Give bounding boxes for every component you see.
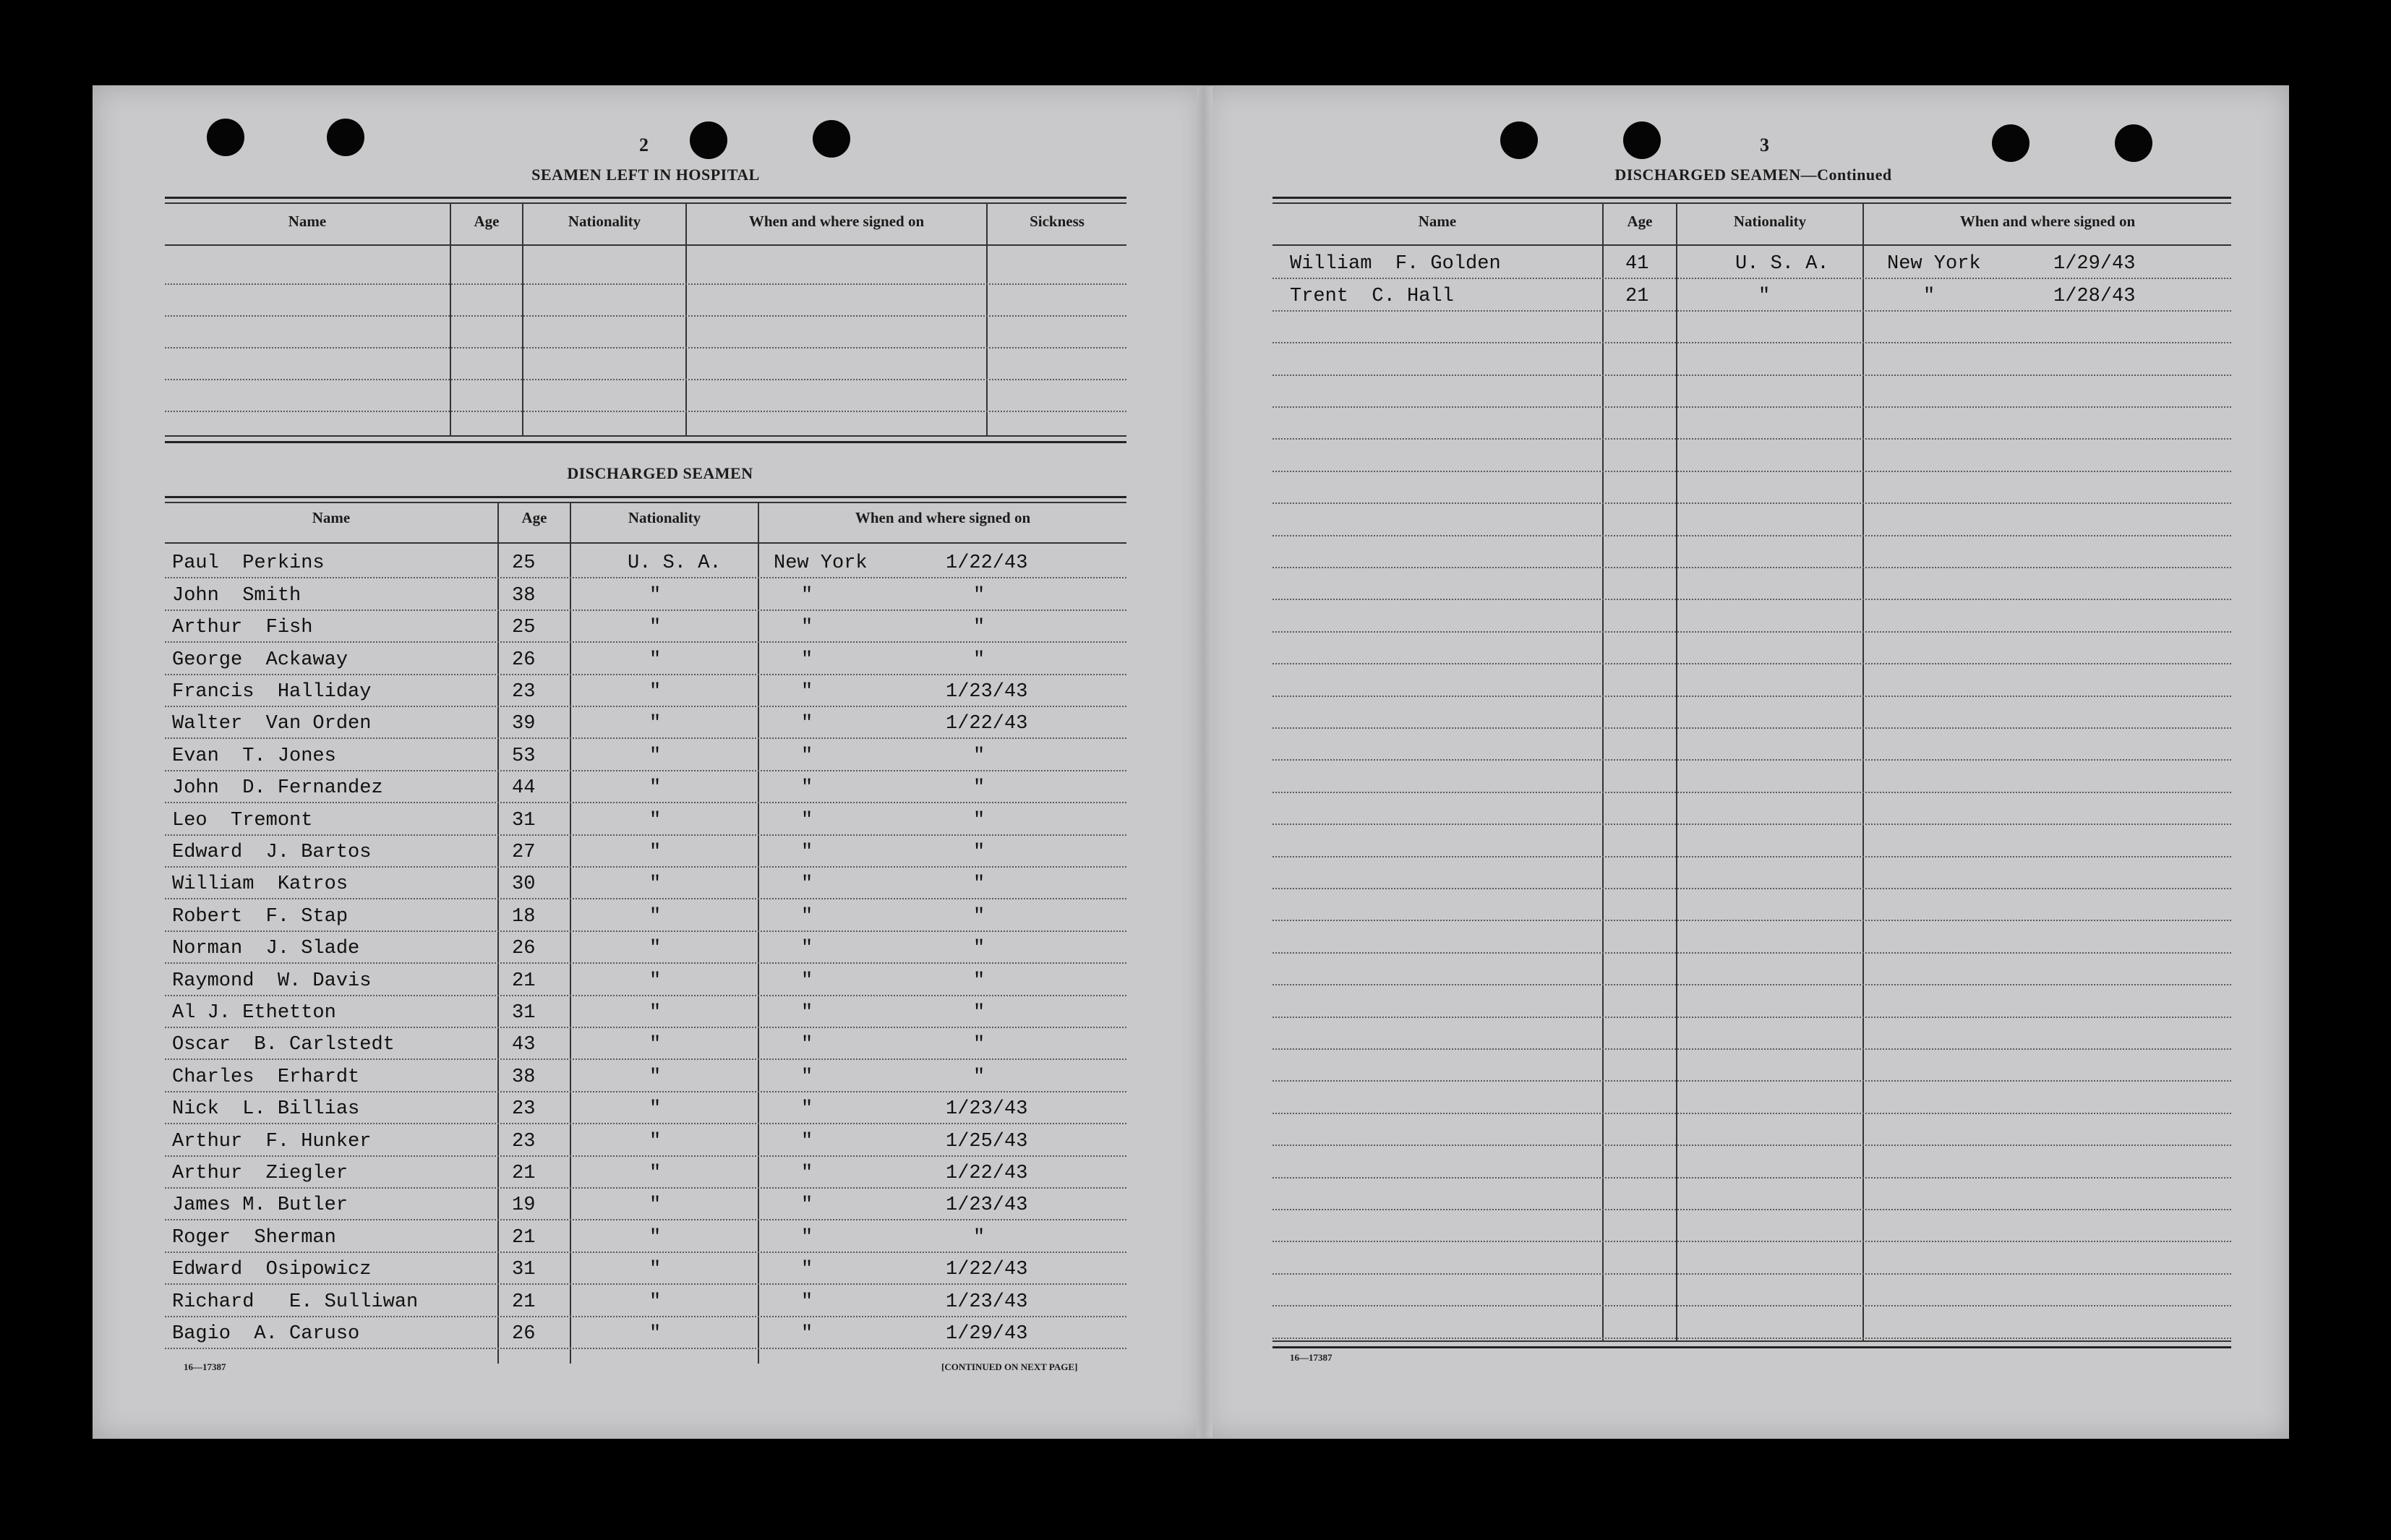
punch-hole	[2115, 124, 2152, 162]
table-row	[1273, 246, 2231, 279]
table-row	[165, 931, 1126, 964]
signed-on-place: "	[801, 1291, 813, 1313]
seaman-age: 21	[512, 1291, 536, 1313]
blank-row	[1273, 663, 2231, 696]
seaman-age: 21	[512, 970, 536, 992]
seaman-age: 25	[512, 552, 536, 575]
seaman-name: Bagio A. Caruso	[172, 1322, 360, 1345]
seaman-name: Arthur F. Hunker	[172, 1130, 372, 1152]
signed-on-date: "	[973, 617, 985, 639]
seaman-nationality: "	[649, 1098, 662, 1121]
seaman-age: 38	[512, 1066, 536, 1088]
form-number-left: 16—17387	[184, 1361, 226, 1372]
signed-on-place: "	[801, 1098, 813, 1121]
form-number-right: 16—17387	[1290, 1352, 1333, 1363]
seaman-name: Nick L. Billias	[172, 1098, 360, 1121]
signed-on-place: "	[801, 873, 813, 896]
signed-on-date: "	[973, 970, 985, 992]
punch-hole	[690, 121, 727, 159]
seaman-name: Arthur Ziegler	[172, 1162, 348, 1184]
page-number-left: 2	[639, 134, 649, 155]
signed-on-place: "	[801, 938, 813, 960]
seaman-nationality: "	[649, 1194, 662, 1217]
signed-on-date: "	[973, 1066, 985, 1088]
seaman-nationality: "	[649, 745, 662, 767]
discharged-table	[165, 489, 1126, 1356]
table-row	[165, 545, 1126, 578]
hospital-row	[165, 283, 1126, 317]
table-row	[165, 1187, 1126, 1220]
blank-row	[1273, 1241, 2231, 1274]
punch-hole	[1623, 121, 1661, 159]
seaman-age: 43	[512, 1034, 536, 1056]
seaman-nationality: "	[649, 1259, 662, 1281]
blank-row	[1273, 471, 2231, 504]
seaman-nationality: "	[649, 1034, 662, 1056]
blank-row	[1273, 567, 2231, 600]
signed-on-date: 1/23/43	[946, 680, 1028, 703]
blank-row	[1273, 535, 2231, 568]
signed-on-place: New York	[1887, 253, 1981, 275]
seaman-nationality: U. S. A.	[1735, 253, 1829, 275]
table-row	[165, 962, 1126, 996]
table-row	[165, 995, 1126, 1028]
seaman-nationality: "	[649, 1226, 662, 1249]
signed-on-date: 1/29/43	[2053, 253, 2136, 275]
seaman-name: Edward Osipowicz	[172, 1259, 372, 1281]
blank-row	[1273, 599, 2231, 632]
page-fold	[1197, 87, 1212, 1437]
discharged-header-name: Name	[312, 509, 351, 526]
seaman-nationality: "	[649, 1066, 662, 1088]
table-row	[165, 674, 1126, 707]
seaman-nationality: "	[649, 777, 662, 800]
signed-on-date: 1/23/43	[946, 1098, 1028, 1121]
discharged-title: DISCHARGED SEAMEN	[567, 464, 753, 482]
table-row	[165, 770, 1126, 803]
signed-on-place: "	[801, 1322, 813, 1345]
signed-on-date: "	[973, 873, 985, 896]
signed-on-date: "	[973, 938, 985, 960]
blank-row	[1273, 1017, 2231, 1050]
discharged-continued-title	[1554, 166, 1952, 184]
seaman-nationality: "	[649, 1001, 662, 1024]
signed-on-place: "	[801, 1226, 813, 1249]
seaman-name: William Katros	[172, 873, 348, 896]
blank-row	[1273, 1305, 2231, 1338]
continued-header-nationality: Nationality	[1733, 213, 1807, 230]
discharged-continued-table	[1273, 189, 2231, 1346]
signed-on-place: "	[801, 617, 813, 639]
blank-row	[1273, 984, 2231, 1017]
seaman-name: Oscar B. Carlstedt	[172, 1034, 395, 1056]
seaman-name: Norman J. Slade	[172, 938, 360, 960]
signed-on-date: 1/22/43	[946, 552, 1028, 575]
signed-on-place: New York	[774, 552, 868, 575]
punch-hole	[1992, 124, 2029, 162]
seaman-age: 23	[512, 680, 536, 703]
blank-row	[1273, 952, 2231, 985]
signed-on-date: "	[973, 1034, 985, 1056]
signed-on-place: "	[801, 1259, 813, 1281]
hospital-row	[165, 379, 1126, 412]
signed-on-place: "	[801, 680, 813, 703]
signed-on-place: "	[801, 1001, 813, 1024]
table-row	[165, 802, 1126, 835]
seaman-name: George Ackaway	[172, 649, 348, 671]
seaman-age: 21	[512, 1226, 536, 1249]
table-row	[165, 834, 1126, 868]
table-row	[165, 737, 1126, 771]
seaman-age: 31	[512, 1259, 536, 1281]
seaman-age: 26	[512, 1322, 536, 1345]
discharged-header-signed-on: When and where signed on	[855, 509, 1031, 526]
table-row	[165, 1316, 1126, 1349]
seaman-age: 41	[1625, 253, 1649, 275]
signed-on-date: 1/25/43	[946, 1130, 1028, 1152]
hospital-row	[165, 315, 1126, 348]
seaman-name: Arthur Fish	[172, 617, 313, 639]
seaman-nationality: "	[649, 680, 662, 703]
signed-on-date: 1/29/43	[946, 1322, 1028, 1345]
blank-row	[1273, 438, 2231, 471]
blank-row	[1273, 759, 2231, 792]
signed-on-place: "	[801, 1034, 813, 1056]
seaman-nationality: "	[649, 1291, 662, 1313]
table-row	[165, 641, 1126, 675]
signed-on-date: "	[973, 649, 985, 671]
signed-on-date: "	[973, 1226, 985, 1249]
hospital-table	[165, 189, 1126, 450]
hospital-header-name: Name	[288, 213, 327, 230]
seaman-age: 39	[512, 713, 536, 735]
seaman-age: 38	[512, 584, 536, 607]
signed-on-place: "	[801, 713, 813, 735]
seaman-name: Walter Van Orden	[172, 713, 372, 735]
signed-on-date: "	[973, 777, 985, 800]
signed-on-date: "	[973, 1001, 985, 1024]
hospital-header-signed-on: When and where signed on	[748, 213, 925, 230]
seaman-name: John D. Fernandez	[172, 777, 383, 800]
table-row	[165, 866, 1126, 899]
seaman-name: Paul Perkins	[172, 552, 325, 575]
seaman-name: William F. Golden	[1290, 253, 1501, 275]
seaman-name: Roger Sherman	[172, 1226, 336, 1249]
seaman-nationality: "	[649, 841, 662, 863]
discharged-header-age: Age	[521, 509, 547, 526]
signed-on-place: "	[801, 1194, 813, 1217]
table-row	[165, 706, 1126, 739]
page-number-right: 3	[1760, 134, 1769, 155]
blank-row	[1273, 375, 2231, 408]
hospital-row	[165, 347, 1126, 380]
continued-header-signed-on: When and where signed on	[1959, 213, 2136, 230]
table-row	[1273, 278, 2231, 311]
signed-on-date: "	[973, 905, 985, 928]
seaman-name: Trent C. Hall	[1290, 285, 1454, 307]
signed-on-place: "	[801, 1130, 813, 1152]
seaman-nationality: "	[649, 1162, 662, 1184]
seaman-age: 30	[512, 873, 536, 896]
seaman-nationality: "	[649, 584, 662, 607]
seaman-age: 31	[512, 809, 536, 831]
signed-on-place: "	[801, 1066, 813, 1088]
signed-on-place: "	[801, 970, 813, 992]
hospital-title: SEAMEN LEFT IN HOSPITAL	[531, 166, 760, 184]
continued-header-age: Age	[1627, 213, 1653, 230]
signed-on-place: "	[801, 1162, 813, 1184]
signed-on-date: "	[973, 841, 985, 863]
table-row	[165, 1252, 1126, 1285]
punch-hole	[813, 120, 850, 158]
blank-row	[1273, 888, 2231, 921]
seaman-name: James M. Butler	[172, 1194, 348, 1217]
table-row	[165, 1091, 1126, 1124]
blank-row	[1273, 1273, 2231, 1306]
signed-on-place: "	[801, 745, 813, 767]
punch-hole	[207, 119, 244, 156]
table-row	[165, 1155, 1126, 1189]
seaman-nationality: "	[649, 809, 662, 831]
table-row	[165, 1058, 1126, 1092]
blank-row	[1273, 696, 2231, 729]
table-row	[165, 1027, 1126, 1060]
seaman-name: Charles Erhardt	[172, 1066, 360, 1088]
seaman-nationality: U. S. A.	[628, 552, 722, 575]
seaman-name: Raymond W. Davis	[172, 970, 372, 992]
blank-row	[1273, 1113, 2231, 1146]
signed-on-place: "	[801, 809, 813, 831]
blank-row	[1273, 856, 2231, 889]
seaman-nationality: "	[649, 873, 662, 896]
title-main: DISCHARGED SEAMEN	[1614, 166, 1801, 184]
hospital-header-sickness: Sickness	[1030, 213, 1085, 230]
blank-row	[1273, 727, 2231, 761]
blank-row	[1273, 792, 2231, 825]
signed-on-date: 1/23/43	[946, 1291, 1028, 1313]
seaman-age: 21	[512, 1162, 536, 1184]
table-row	[165, 1219, 1126, 1252]
signed-on-place: "	[1923, 285, 1936, 307]
seaman-name: John Smith	[172, 584, 301, 607]
seaman-name: Evan T. Jones	[172, 745, 336, 767]
blank-row	[1273, 502, 2231, 536]
hospital-header-age: Age	[474, 213, 500, 230]
table-row	[165, 898, 1126, 931]
signed-on-place: "	[801, 649, 813, 671]
discharged-header-nationality: Nationality	[628, 509, 701, 526]
seaman-name: Edward J. Bartos	[172, 841, 372, 863]
signed-on-date: "	[973, 584, 985, 607]
blank-row	[1273, 1145, 2231, 1178]
signed-on-date: "	[973, 809, 985, 831]
blank-row	[1273, 310, 2231, 343]
table-row	[165, 1123, 1126, 1156]
seaman-age: 27	[512, 841, 536, 863]
seaman-age: 26	[512, 649, 536, 671]
blank-row	[1273, 406, 2231, 440]
seaman-age: 21	[1625, 285, 1649, 307]
hospital-header-nationality: Nationality	[568, 213, 641, 230]
seaman-name: Richard E. Sulliwan	[172, 1291, 419, 1313]
seaman-age: 18	[512, 905, 536, 928]
seaman-name: Francis Halliday	[172, 680, 372, 703]
seaman-nationality: "	[649, 713, 662, 735]
seaman-nationality: "	[649, 938, 662, 960]
blank-row	[1273, 1048, 2231, 1082]
seaman-nationality: "	[649, 970, 662, 992]
signed-on-place: "	[801, 905, 813, 928]
seaman-name: Robert F. Stap	[172, 905, 348, 928]
blank-row	[1273, 1080, 2231, 1113]
hospital-row	[165, 246, 1126, 285]
blank-row	[1273, 1177, 2231, 1210]
blank-row	[1273, 824, 2231, 857]
continued-header-name: Name	[1418, 213, 1457, 230]
title-sub: —Continued	[1800, 166, 1892, 184]
seaman-nationality: "	[649, 649, 662, 671]
continued-note: [CONTINUED ON NEXT PAGE]	[941, 1361, 1078, 1372]
seaman-name: Leo Tremont	[172, 809, 313, 831]
signed-on-place: "	[801, 777, 813, 800]
seaman-age: 23	[512, 1098, 536, 1121]
blank-row	[1273, 1209, 2231, 1242]
table-row	[165, 609, 1126, 643]
seaman-nationality: "	[649, 905, 662, 928]
seaman-nationality: "	[649, 1130, 662, 1152]
seaman-age: 44	[512, 777, 536, 800]
seaman-age: 31	[512, 1001, 536, 1024]
signed-on-date: 1/22/43	[946, 713, 1028, 735]
punch-hole	[1500, 121, 1538, 159]
blank-row	[1273, 342, 2231, 375]
signed-on-date: 1/22/43	[946, 1259, 1028, 1281]
signed-on-date: 1/23/43	[946, 1194, 1028, 1217]
signed-on-date: "	[973, 745, 985, 767]
table-row	[165, 577, 1126, 610]
seaman-name: Al J. Ethetton	[172, 1001, 336, 1024]
table-row	[165, 1283, 1126, 1317]
signed-on-date: 1/28/43	[2053, 285, 2136, 307]
signed-on-date: 1/22/43	[946, 1162, 1028, 1184]
seaman-nationality: "	[1758, 285, 1771, 307]
seaman-age: 53	[512, 745, 536, 767]
seaman-age: 23	[512, 1130, 536, 1152]
seaman-age: 19	[512, 1194, 536, 1217]
signed-on-place: "	[801, 584, 813, 607]
seaman-age: 25	[512, 617, 536, 639]
seaman-age: 26	[512, 938, 536, 960]
signed-on-place: "	[801, 841, 813, 863]
blank-row	[1273, 920, 2231, 953]
punch-hole	[327, 119, 364, 156]
seaman-nationality: "	[649, 617, 662, 639]
seaman-nationality: "	[649, 1322, 662, 1345]
blank-row	[1273, 631, 2231, 664]
